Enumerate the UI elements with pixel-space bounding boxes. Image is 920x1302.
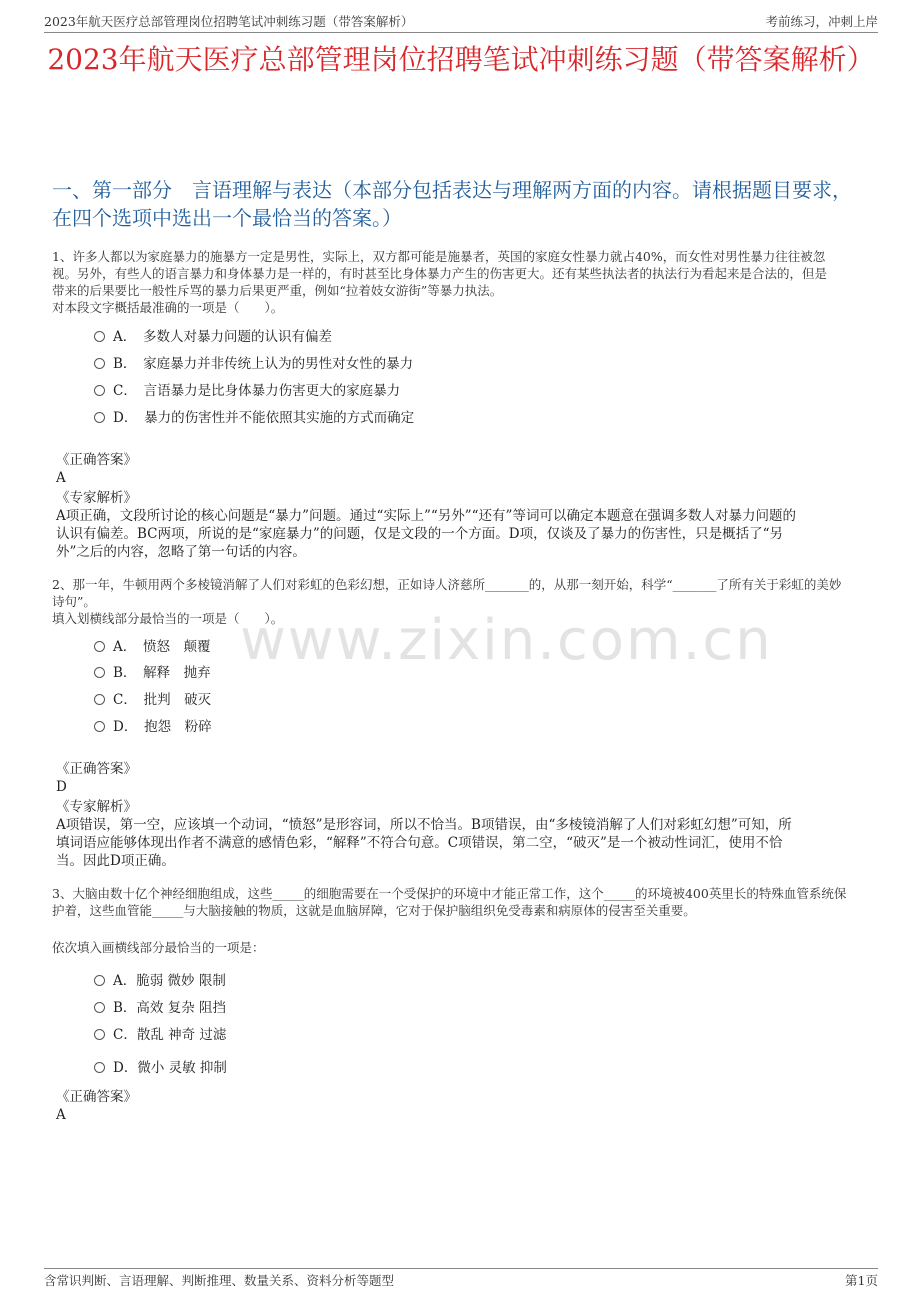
- q3-answer: A: [56, 1107, 66, 1123]
- analysis-line: A项正确，文段所讨论的核心问题是“暴力”问题。通过“实际上”“另外”“还有”等词可以确定本题意在强调多数人对暴力问题的: [56, 508, 796, 524]
- radio-icon[interactable]: [94, 358, 105, 369]
- header-rule: [44, 32, 878, 33]
- stem-line: 护着，这些血管能_____与大脑接触的物质，这就是血脑屏障，它对于保护脑组织免受毒素和病原体的侵害至关重要。: [52, 903, 696, 918]
- document-title: 2023年航天医疗总部管理岗位招聘笔试冲刺练习题（带答案解析）: [47, 43, 875, 76]
- header-doc-title: 2023年航天医疗总部管理岗位招聘笔试冲刺练习题（带答案解析）: [44, 14, 414, 29]
- q2-answer-label: 《正确答案》: [56, 761, 137, 777]
- page-footer: [44, 1271, 878, 1291]
- radio-icon[interactable]: [94, 641, 105, 652]
- stem-line: 2、那一年，牛顿用两个多棱镜消解了人们对彩虹的色彩幻想，正如诗人济慈所_______的，从那一刻开始，科学“_______了所有关于彩虹的美妙: [52, 577, 842, 592]
- q3-answer-label: 《正确答案》: [56, 1089, 137, 1105]
- question-3-stem: [52, 885, 870, 956]
- radio-icon[interactable]: [94, 975, 105, 986]
- radio-icon[interactable]: [94, 385, 105, 396]
- analysis-line: A项错误，第一空，应该填一个动词，“愤怒”是形容词，所以不恰当。B项错误，由“多棱镜消解了人们对彩虹幻想”可知，所: [56, 817, 792, 833]
- q3-option-c[interactable]: C．散乱 神奇 过滤: [94, 1025, 226, 1045]
- stem-line: 填入划横线部分最恰当的一项是（ ）。: [52, 611, 284, 626]
- stem-line: 1、许多人都以为家庭暴力的施暴方一定是男性，实际上，双方都可能是施暴者，英国的家庭女性暴力就占40%，而女性对男性暴力往往被忽: [52, 249, 826, 264]
- q2-answer: D: [56, 779, 67, 795]
- radio-icon[interactable]: [94, 667, 105, 678]
- q3-option-d[interactable]: D．微小 灵敏 抑制: [94, 1058, 227, 1078]
- page-number: 第1页: [845, 1273, 878, 1288]
- q1-option-b[interactable]: B． 家庭暴力并非传统上认为的男性对女性的暴力: [94, 354, 413, 374]
- q2-option-d[interactable]: D． 抱怨 粉碎: [94, 717, 212, 737]
- radio-icon[interactable]: [94, 1002, 105, 1013]
- analysis-line: 认识有偏差。BC两项，所说的是“家庭暴力”的问题，仅是文段的一个方面。D项，仅谈及了暴力的伤害性，只是概括了“另: [56, 526, 784, 542]
- q2-analysis-label: 《专家解析》: [56, 799, 137, 815]
- q3-option-b[interactable]: B．高效 复杂 阻挡: [94, 998, 226, 1018]
- footer-description: 含常识判断、言语理解、判断推理、数量关系、资料分析等题型: [44, 1273, 395, 1288]
- q2-option-b[interactable]: B． 解释 抛弃: [94, 663, 211, 683]
- analysis-line: 外”之后的内容，忽略了第一句话的内容。: [56, 544, 306, 560]
- section-heading: 一、第一部分 言语理解与表达（本部分包括表达与理解两方面的内容。请根据题目要求，在四个选项中选出一个最恰当的答案。）: [52, 178, 852, 230]
- page-header: [44, 12, 878, 32]
- q1-option-a[interactable]: A． 多数人对暴力问题的认识有偏差: [94, 327, 332, 347]
- q2-option-c[interactable]: C． 批判 破灭: [94, 690, 211, 710]
- question-1-stem: [52, 248, 870, 316]
- analysis-line: 当。因此D项正确。: [56, 853, 175, 869]
- stem-line: 诗句”。: [52, 594, 96, 609]
- radio-icon[interactable]: [94, 1029, 105, 1040]
- radio-icon[interactable]: [94, 721, 105, 732]
- stem-line: 视。另外，有些人的语言暴力和身体暴力是一样的，有时甚至比身体暴力产生的伤害更大。还有某些执法者的执法行为看起来是合法的，但是: [52, 266, 828, 281]
- footer-rule: [44, 1268, 878, 1269]
- q1-option-d[interactable]: D． 暴力的伤害性并不能依照其实施的方式而确定: [94, 408, 414, 428]
- stem-line: 对本段文字概括最准确的一项是（ ）。: [52, 300, 284, 315]
- q2-analysis: [56, 816, 860, 870]
- q1-analysis: [56, 507, 860, 561]
- radio-icon[interactable]: [94, 1062, 105, 1073]
- q2-option-a[interactable]: A． 愤怒 颠覆: [94, 637, 211, 657]
- watermark: www.zixin.com.cn: [240, 608, 773, 673]
- stem-line: 依次填入画横线部分最恰当的一项是：: [52, 940, 265, 955]
- q1-answer-label: 《正确答案》: [56, 452, 137, 468]
- q1-analysis-label: 《专家解析》: [56, 490, 137, 506]
- q1-option-c[interactable]: C． 言语暴力是比身体暴力伤害更大的家庭暴力: [94, 381, 400, 401]
- radio-icon[interactable]: [94, 694, 105, 705]
- stem-line: 带来的后果要比一般性斥骂的暴力后果更严重，例如“拉着妓女游街”等暴力执法。: [52, 283, 503, 298]
- q3-option-a[interactable]: A．脆弱 微妙 限制: [94, 971, 226, 991]
- analysis-line: 填词语应能够体现出作者不满意的感情色彩，“解释”不符合句意。C项错误，第二空，“破灭”是一个被动性词汇，使用不恰: [56, 835, 783, 851]
- radio-icon[interactable]: [94, 331, 105, 342]
- radio-icon[interactable]: [94, 412, 105, 423]
- header-slogan: 考前练习，冲刺上岸: [765, 14, 878, 29]
- question-2-stem: [52, 576, 870, 627]
- stem-line: 3、大脑由数十亿个神经细胞组成，这些_____的细胞需要在一个受保护的环境中才能正常工作，这个_____的环境被400英里长的特殊血管系统保: [52, 886, 847, 901]
- q1-answer: A: [56, 470, 66, 486]
